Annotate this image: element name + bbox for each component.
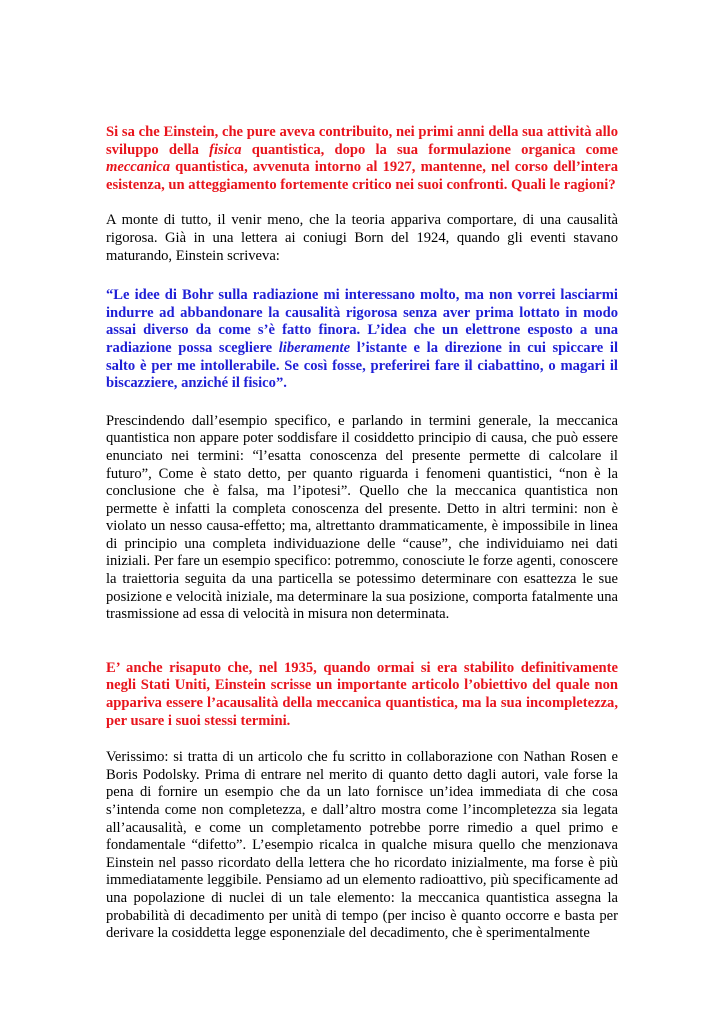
question-1-text-b: quantistica, dopo la sua formulazione organica come <box>241 141 619 158</box>
paragraph-2: Prescindendo dall’esempio specifico, e parlando in termini generale, la meccanica quantistica non appare poter soddisfare il cosiddetto principio di causa, che può essere enunciato nei termini: “l’esatta conoscenza del presente permette di calcolare il futuro”, Come è stato detto, per quanto riguarda i fenomeni quantistici, “non è la conclusione che è falsa, ma l’ipotesi”. Quello che la meccanica quantistica non permette è infatti la completa conoscenza del presente. Detto in altri termini: non è violato un nesso causa-effetto; ma, altrettanto drammaticamente, è impossibile in linea di principio una completa individuazione delle “cause”, che individuiamo nei dati iniziali. Per fare un esempio specifico: potremmo, conosciute le forze agenti, conoscere la traiettoria seguita da una particella se potessimo determinare con esattezza le sue posizione e velocità iniziale, ma determinare la sua posizione, comporta fatalmente una trasmissione ad essa di velocità in misura non determinata. <box>106 412 618 623</box>
quote-emphasis-liberamente: liberamente <box>278 339 351 356</box>
question-1 <box>106 124 618 194</box>
paragraph-3: Verissimo: si tratta di un articolo che fu scritto in collaborazione con Nathan Rosen e Boris Podolsky. Prima di entrare nel merito di quanto detto dagli autori, vale forse la pena di fornire un esempio che da un lato fornisce un’idea immediata di che cosa s’intenda come non completezza, e dall’altro mostra come l’incompletezza sia legata all’acausalità, e come un completamento potrebbe porre rimedio a quel primo e fondamentale “difetto”. L’esempio ricalca in qualche misura quello che menzionava Einstein nel passo ricordato della lettera che ho ricordato inizialmente, ma forse è più immediatamente leggibile. Pensiamo ad un elemento radioattivo, più specificamente ad una popolazione di nuclei di un tale elemento: la meccanica quantistica assegna la probabilità di decadimento per unità di tempo (per inciso è quanto occorre e basta per derivare la cosiddetta legge esponenziale del decadimento, che è sperimentalmente <box>106 749 618 942</box>
paragraph-1: A monte di tutto, il venir meno, che la teoria appariva comportare, di una causalità rigorosa. Già in una lettera ai coniugi Born del 1924, quando gli eventi stavano maturando, Einstein scriveva: <box>106 212 618 264</box>
question-2: E’ anche risaputo che, nel 1935, quando ormai si era stabilito definitivamente negli Stati Uniti, Einstein scrisse un importante articolo l’obiettivo del quale non appariva essere l’acausalità della meccanica quantistica, ma la sua incompletezza, per usare i suoi stessi termini. <box>106 659 618 729</box>
quote-text-a: “Le idee di Bohr sulla radiazione mi interessano molto, ma non vorrei lasciarmi indurre ad abbandonare la causalità rigorosa senza aver prima lottato in modo assai diverso da come s’è fatto finora. L’idea che un elettrone esposto a una radiazione possa scegliere <box>106 287 618 356</box>
question-1-emphasis-meccanica: meccanica <box>106 159 171 176</box>
question-1-emphasis-fisica: fisica <box>209 141 242 158</box>
quote-text-b: l’istante e la direzione in cui spiccare il salto è per me intollerabile. Se così fosse, preferirei fare il ciabattino, o magari il biscazziere, anziché il fisico”. <box>106 339 618 392</box>
einstein-quote <box>106 287 618 393</box>
question-1-text-c: quantistica, avvenuta intorno al 1927, mantenne, nel corso dell’intera esistenza, un atteggiamento fortemente critico nei suoi confronti. Quali le ragioni? <box>106 159 618 193</box>
question-1-text-a: Si sa che Einstein, che pure aveva contribuito, nei primi anni della sua attività allo sviluppo della <box>106 124 618 158</box>
